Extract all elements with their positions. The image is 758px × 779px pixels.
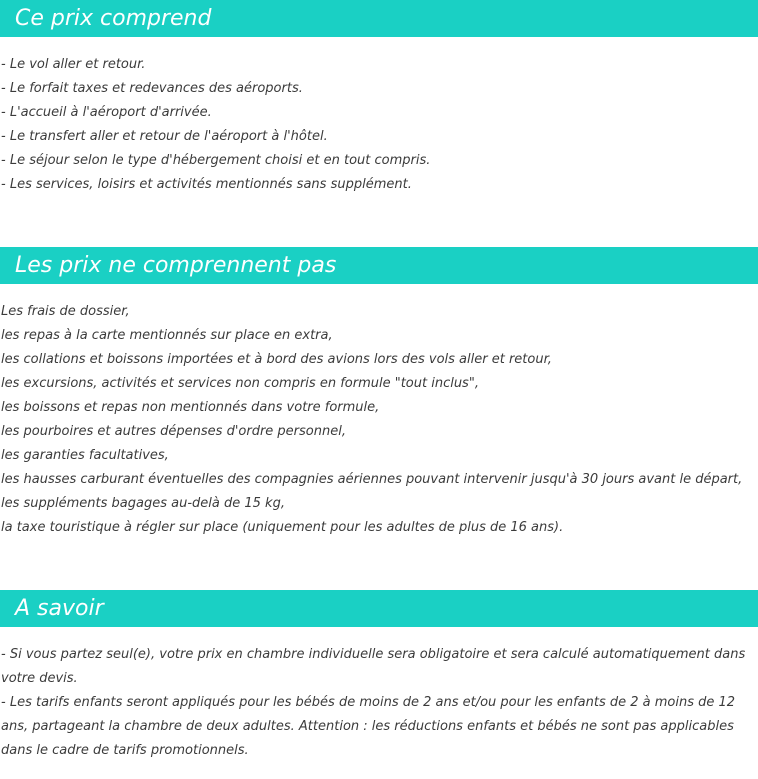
list-item: les boissons et repas non mentionnés dans votre formule, <box>1 400 380 415</box>
list-item: la taxe touristique à régler sur place (uniquement pour les adultes de plus de 16 ans). <box>1 520 564 535</box>
list-item: les pourboires et autres dépenses d'ordre personnel, <box>1 424 346 439</box>
list-item: les garanties facultatives, <box>1 448 169 463</box>
list-item: - Le forfait taxes et redevances des aéroports. <box>1 81 303 96</box>
list-item: - L'accueil à l'aéroport d'arrivée. <box>1 105 212 120</box>
paragraph: - Si vous partez seul(e), votre prix en chambre individuelle sera obligatoire et sera calculé automatiquement dans votre devis. <box>1 647 746 686</box>
list-item: les hausses carburant éventuelles des compagnies aériennes pouvant intervenir jusqu'à 30 jours avant le départ, <box>1 472 743 487</box>
list-item: - Le transfert aller et retour de l'aéroport à l'hôtel. <box>1 129 328 144</box>
list-item: - Les services, loisirs et activités mentionnés sans supplément. <box>1 177 412 192</box>
price-includes-list <box>1 53 753 197</box>
list-item: les collations et boissons importées et à bord des avions lors des vols aller et retour, <box>1 352 552 367</box>
list-item: les suppléments bagages au-delà de 15 kg, <box>1 496 285 511</box>
list-item: - Le séjour selon le type d'hébergement choisi et en tout compris. <box>1 153 431 168</box>
list-item: les excursions, activités et services non compris en formule "tout inclus", <box>1 376 479 391</box>
list-item: Les frais de dossier, <box>1 304 130 319</box>
list-item: - Le vol aller et retour. <box>1 57 146 72</box>
paragraph: - Les tarifs enfants seront appliqués pour les bébés de moins de 2 ans et/ou pour les enfants de 2 à moins de 12 ans, partageant la chambre de deux adultes. Attention : les réductions enfants et bébés ne sont pas applicables dans le cadre de tarifs promotionnels. <box>1 695 736 758</box>
section-title-price-includes: Ce prix comprend <box>0 0 758 37</box>
list-item: les repas à la carte mentionnés sur place en extra, <box>1 328 333 343</box>
price-excludes-list <box>1 300 753 540</box>
section-title-price-excludes: Les prix ne comprennent pas <box>0 247 758 284</box>
good-to-know-text <box>1 643 753 763</box>
section-title-good-to-know: A savoir <box>0 590 758 627</box>
